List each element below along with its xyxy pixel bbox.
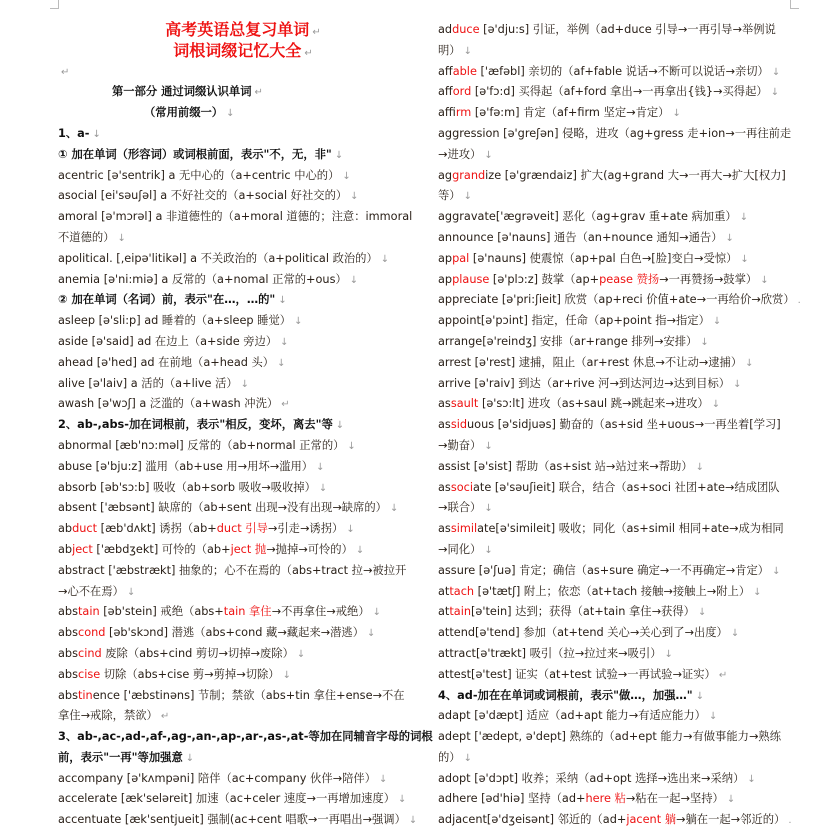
paragraph-mark-icon: ↓ (185, 752, 195, 764)
paragraph-mark-icon: ↓ (334, 149, 344, 161)
word-entry-line (58, 706, 428, 727)
highlighted-root: here 粘 (585, 792, 626, 806)
highlighted-root: grand (452, 168, 486, 182)
paragraph-mark-icon: ↓ (350, 191, 359, 203)
entry-text: 废除（abs+cind 剪切→切掉→废除） (101, 646, 294, 660)
entry-text: attend[ə'tend] 参加（at+tend 关心→关心到了→出度） (438, 626, 728, 640)
paragraph-mark-icon: . (788, 815, 792, 827)
paragraph-mark-icon: ↓ (296, 648, 306, 660)
entry-text: 第一部分 通过词缀认识单词 (112, 85, 252, 99)
entry-text: →心不在焉） (58, 584, 124, 598)
highlighted-root: tain (77, 605, 100, 619)
word-entry-line (438, 311, 808, 332)
paragraph-mark-icon: ↓ (739, 212, 749, 224)
word-entry-line (58, 582, 428, 603)
word-entry-line (438, 20, 808, 41)
paragraph-mark-icon: ↓ (760, 274, 769, 286)
highlighted-root: ject 抛 (230, 542, 267, 556)
entry-text: ['æfəbl] 亲切的（af+fable 说话→不断可以说话→亲切） (476, 64, 769, 78)
entry-text: ize [ə'grændaiz] 扩大(ag+grand 大→一再大→扩大[权力] (485, 168, 786, 182)
paragraph-mark-icon: ↓ (770, 87, 780, 99)
paragraph-mark-icon: ↓ (347, 440, 356, 452)
section-heading (58, 145, 428, 166)
entry-text: attest[ə'test] 证实（at+test 试验→一再试验→证实） (438, 667, 716, 681)
entry-text: absorb [əb'sɔ:b] 吸收（ab+sorb 吸收→吸收掉） (58, 480, 316, 494)
paragraph-mark-icon: ↓ (712, 316, 722, 328)
entry-text: ate [ə'səuʃieit] 联合，结合（as+soci 社团+ate→结成团队 (472, 480, 780, 494)
entry-text: arrest [ə'rest] 逮捕，阻止（ar+rest 休息→不让动→逮捕） (438, 355, 743, 369)
entry-text: ence ['æbstinəns] 节制；禁欲（abs+tin 拿住+ense→不在 (92, 688, 405, 702)
right-column (438, 20, 808, 831)
paragraph-mark-icon: ↓ (240, 378, 250, 390)
word-entry-line (58, 207, 428, 228)
entry-text: as (438, 397, 451, 411)
entry-text: at (438, 584, 450, 598)
paragraph-mark-icon: ↓ (745, 357, 754, 369)
entry-text: ad (438, 23, 453, 36)
word-entry-line (438, 62, 808, 83)
highlighted-root: soci (450, 480, 473, 494)
entry-text: →不再拿住→戒绝） (271, 605, 370, 619)
word-entry-line (438, 436, 808, 457)
word-entry-line (58, 457, 428, 478)
paragraph-mark-icon: ↓ (226, 108, 235, 120)
highlighted-root: pease 赞扬 (599, 272, 660, 286)
paragraph-mark-icon: ↓ (379, 773, 388, 785)
word-entry-line (438, 561, 808, 582)
paragraph-mark-icon: ↓ (398, 794, 407, 806)
word-entry-line (438, 540, 808, 561)
entry-text: af (438, 106, 456, 120)
paragraph-mark-icon: ↓ (753, 586, 762, 598)
word-entry-line (438, 602, 808, 623)
entry-text: asocial [ei'səuʃəl] a 不好社交的（a+social 好社交的） (58, 189, 348, 203)
entry-text: →同化） (438, 542, 482, 556)
section-heading (58, 103, 428, 124)
entry-text: [ə'nauns] 使震惊（ap+pal 白色→[脸]变白→受惊） (469, 251, 738, 265)
paragraph-mark-icon: ↓ (346, 524, 355, 536)
word-entry-line (58, 311, 428, 332)
entry-text: 拿住→戒除，禁欲） (58, 709, 158, 723)
paragraph-mark-icon: ↓ (664, 648, 673, 660)
word-entry-line (58, 769, 428, 790)
entry-text: →躺在一起→邻近的） (676, 813, 786, 827)
section-heading (58, 124, 428, 145)
word-entry-line (58, 436, 428, 457)
word-entry-line (438, 374, 808, 395)
entry-text: adjacent[ə'dʒeisənt] 邻近的（ad+ (438, 813, 627, 827)
entry-text: apolitical. [,eipə'litikəl] a 不关政治的（a+political 政治的） (58, 251, 378, 265)
word-entry-line (438, 249, 808, 270)
entry-text: 词根词缀记忆大全 (173, 40, 302, 60)
entry-text: ② 加在单词（名词）前，表示"在…，…的" (58, 293, 276, 307)
paragraph-mark-icon: ↵ (304, 47, 313, 59)
entry-text: abs (58, 626, 78, 640)
word-entry-line (438, 166, 808, 187)
entry-text: →粘在一起→坚持） (625, 792, 724, 806)
word-entry-line (58, 478, 428, 499)
entry-text: abs (58, 667, 78, 681)
entry-text: ap (438, 272, 453, 286)
entry-text: ap (438, 251, 453, 265)
paragraph-mark-icon: ↓ (730, 628, 740, 640)
paragraph-mark-icon: ↓ (725, 232, 734, 244)
word-entry-line (58, 186, 428, 207)
word-entry-line (58, 561, 428, 582)
entry-text: 不道德的） (58, 230, 115, 244)
document-title (58, 41, 428, 62)
entry-text: absent ['æbsənt] 缺席的（ab+sent 出现→没有出现→缺席的） (58, 501, 387, 515)
left-column (58, 20, 433, 831)
highlighted-root: duct (72, 522, 98, 536)
paragraph-mark-icon: ↓ (342, 170, 351, 182)
entry-text: aggression [ə'greʃən] 侵略，进攻（ag+gress 走+ion→一再往前走 (438, 126, 792, 140)
entry-text: 2、ab-,abs-加在词根前，表示"相反，变坏，离去"等 (58, 418, 333, 432)
word-entry-line (58, 270, 428, 291)
section-heading (58, 415, 428, 436)
paragraph-mark-icon: ↵ (312, 27, 321, 38)
paragraph-mark-icon: ↓ (700, 336, 709, 348)
word-entry-line (58, 665, 428, 686)
entry-text: →引走→诱拐） (267, 522, 344, 536)
page-corner-mark (790, 0, 799, 9)
word-entry-line (438, 665, 808, 686)
entry-text: 等） (438, 189, 461, 203)
entry-text: [ə'fɔ:d] 买得起（af+ford 拿出→一再拿出{钱}→买得起） (471, 85, 768, 99)
word-entry-line (438, 623, 808, 644)
entry-text: attract[ə'trækt] 吸引（拉→拉过来→吸引） (438, 646, 662, 660)
word-entry-line (58, 686, 428, 707)
entry-text: abstract ['æbstrækt] 抽象的；心不在焉的（abs+tract 拉→被拉开 (58, 563, 407, 577)
paragraph-mark-icon: ↓ (277, 357, 286, 369)
word-entry-line (58, 374, 428, 395)
entry-text: uous [ə'sidjuəs] 勤奋的（as+sid 坐+uous→一再坐着[学习] (467, 418, 781, 432)
word-entry-line (58, 332, 428, 353)
entry-text: amoral [ə'mɔrəl] a 非道德性的（a+moral 道德的；注意：immoral (58, 210, 413, 224)
entry-text: assure [ə'ʃuə] 肯定；确信（as+sure 确定→一不再确定→肯定） (438, 563, 770, 577)
word-entry-line (438, 789, 808, 810)
entry-text: [ə'sɔ:lt] 进攻（as+saul 跳→跳起来→进攻） (478, 397, 709, 411)
entry-text: abuse [ə'bju:z] 滥用（ab+use 用→用坏→滥用） (58, 459, 314, 473)
paragraph-mark-icon: ↓ (747, 773, 756, 785)
word-entry-line (438, 748, 808, 769)
word-entry-line (58, 519, 428, 540)
highlighted-root: firm (455, 106, 472, 120)
entry-text: [ə'fə:m] 肯定（af+firm 坚定→肯定） (471, 106, 670, 120)
paragraph-mark-icon: ↓ (711, 399, 721, 411)
word-entry-line (58, 602, 428, 623)
word-entry-line (58, 623, 428, 644)
section-heading (58, 290, 428, 311)
paragraph-mark-icon: ↓ (282, 669, 291, 681)
word-entry-line (438, 706, 808, 727)
word-entry-line (58, 394, 428, 415)
section-heading (58, 748, 428, 769)
word-entry-line (58, 166, 428, 187)
highlighted-root: simil (450, 522, 478, 536)
entry-text: aggravate['ægrəveit] 恶化（ag+grav 重+ate 病加重） (438, 210, 737, 224)
highlighted-root: sid (450, 418, 468, 432)
entry-text: adept ['ædept, ə'dept] 熟练的（ad+ept 能力→有做事能力→熟练 (438, 730, 782, 744)
entry-text: as (438, 522, 451, 536)
entry-text: （常用前缀一） (144, 106, 224, 120)
paragraph-mark-icon: ↓ (318, 482, 328, 494)
highlighted-root: plause (452, 272, 490, 286)
paragraph-mark-icon: ↓ (695, 690, 705, 702)
word-entry-line (58, 353, 428, 374)
paragraph-mark-icon: ↓ (484, 503, 493, 515)
entry-text: 切除（abs+cise 剪→剪掉→切除） (100, 667, 280, 681)
word-entry-line (438, 498, 808, 519)
paragraph-mark-icon: ↓ (772, 565, 781, 577)
paragraph-mark-icon: ↓ (484, 544, 493, 556)
highlighted-root: tin (77, 688, 93, 702)
paragraph-mark-icon: ↓ (335, 420, 345, 432)
entry-text: at (438, 605, 450, 619)
paragraph-mark-icon: ↵ (254, 87, 263, 99)
paragraph-mark-icon: ↓ (280, 336, 289, 348)
paragraph-mark-icon: ↓ (740, 253, 749, 265)
entry-text: af (438, 64, 453, 78)
highlighted-root: sault (450, 397, 479, 411)
entry-text: →进攻） (438, 147, 482, 161)
paragraph-mark-icon: ↓ (697, 607, 707, 619)
highlighted-root: duct 引导 (216, 522, 268, 536)
entry-text: →抛掉→可怜的） (266, 542, 353, 556)
document-title (58, 20, 428, 41)
entry-text: 前，表示"一再"等加强意 (58, 750, 183, 764)
entry-text: aside [ə'said] ad 在边上（a+side 旁边） (58, 334, 278, 348)
paragraph-mark-icon: ↓ (355, 544, 365, 556)
word-entry-line (438, 290, 808, 311)
paragraph-mark-icon: ↓ (733, 378, 742, 390)
entry-text: 3、ab-,ac-,ad-,af-,ag-,an-,ap-,ar-,as-,at-等加在同辅音字母的词根 (58, 730, 433, 744)
highlighted-root: tain 拿住 (223, 605, 272, 619)
entry-text: accelerate [æk'seləreit] 加速（ac+celer 速度→一再增加速度） (58, 792, 396, 806)
paragraph-mark-icon: ↓ (672, 108, 681, 120)
highlighted-root: cise (77, 667, 101, 681)
entry-text: →联合） (438, 501, 482, 515)
entry-text: anemia [ə'ni:miə] a 反常的（a+nomal 正常的+ous） (58, 272, 347, 286)
entry-text: asleep [ə'sli:p] ad 睡着的（a+sleep 睡觉） (58, 314, 292, 328)
entry-text: af (438, 85, 453, 99)
word-entry-line (438, 644, 808, 665)
entry-text: ab (58, 542, 73, 556)
word-entry-line (438, 457, 808, 478)
paragraph-mark-icon: ↓ (117, 232, 126, 244)
paragraph-mark-icon: ↓ (726, 794, 736, 806)
highlighted-root: cond (77, 626, 106, 640)
word-entry-line (58, 540, 428, 561)
entry-text: 高考英语总复习单词 (165, 20, 310, 39)
word-entry-line (438, 228, 808, 249)
word-entry-line (438, 103, 808, 124)
entry-text: →勤奋） (438, 438, 482, 452)
entry-text: as (438, 480, 451, 494)
paragraph-mark-icon: ↓ (372, 607, 382, 619)
entry-text: [ə'plɔ:z] 鼓掌（ap+ (489, 272, 600, 286)
entry-text: abs (58, 688, 78, 702)
entry-text: ab (58, 522, 73, 536)
entry-text: ate[ə'simileit] 吸收；同化（as+simil 相同+ate→成为相同 (477, 522, 784, 536)
entry-text: 的） (438, 750, 461, 764)
entry-text: ① 加在单词（形容词）或词根前面，表示"不，无，非" (58, 147, 332, 161)
entry-text: as (438, 418, 451, 432)
word-entry-line (438, 41, 808, 62)
paragraph-mark-icon: ↓ (389, 503, 399, 515)
entry-text: accompany [ə'kʌmpəni] 陪伴（ac+company 伙伴→陪伴） (58, 771, 377, 785)
word-entry-line (438, 145, 808, 166)
highlighted-root: tain (449, 605, 472, 619)
paragraph-mark-icon: ↓ (126, 586, 136, 598)
paragraph-mark-icon: ↓ (695, 461, 705, 473)
entry-text: ahead [ə'hed] ad 在前地（a+head 头） (58, 355, 275, 369)
word-entry-line (438, 186, 808, 207)
highlighted-root: fable (452, 64, 477, 78)
entry-text: ['æbdʒekt] 可怜的（ab+ (92, 542, 231, 556)
entry-text: arrange[ə'reindʒ] 安排（ar+range 排列→安排） (438, 334, 698, 348)
word-entry-line (438, 478, 808, 499)
entry-text: abs (58, 605, 78, 619)
entry-text: [əb'skɔnd] 潜逃（abs+cond 藏→藏起来→潜逃） (105, 626, 365, 640)
entry-text: [əb'stein] 戒绝（abs+ (99, 605, 224, 619)
word-entry-line (438, 82, 808, 103)
word-entry-line (58, 498, 428, 519)
entry-text: ag (438, 168, 453, 182)
section-heading (58, 82, 428, 103)
section-heading (438, 686, 808, 707)
entry-text: arrive [ə'raiv] 到达（ar+rive 河→到达河边→达到目标） (438, 376, 731, 390)
entry-text: [ə'tætʃ] 附上；依恋（at+tach 接触→接触上→附上） (474, 584, 751, 598)
word-entry-line (438, 519, 808, 540)
entry-text: announce [ə'nauns] 通告（an+nounce 通知→通告） (438, 230, 723, 244)
entry-text: abnormal [æb'nɔ:məl] 反常的（ab+normal 正常的） (58, 438, 345, 452)
paragraph-mark-icon: ↓ (316, 461, 325, 473)
paragraph-mark-icon: ↓ (708, 711, 718, 723)
paragraph-mark-icon: ↓ (367, 628, 376, 640)
highlighted-root: ford (452, 85, 472, 99)
word-entry-line (58, 249, 428, 270)
highlighted-root: ject (72, 542, 93, 556)
highlighted-root: cind (77, 646, 102, 660)
page-corner-mark (50, 0, 59, 9)
word-entry-line (58, 644, 428, 665)
word-entry-line (438, 582, 808, 603)
highlighted-root: tach (449, 584, 475, 598)
entry-text: adopt [ə'dɔpt] 收养；采纳（ad+opt 选择→选出来→采纳） (438, 771, 745, 785)
highlighted-root: pal (452, 251, 470, 265)
entry-text: 明） (438, 43, 461, 57)
paragraph-mark-icon: ↓ (92, 128, 101, 140)
entry-text: appoint[ə'pɔint] 指定，任命（ap+point 指→指定） (438, 314, 710, 328)
paragraph-mark-icon: ↓ (771, 66, 781, 78)
word-entry-line (438, 124, 808, 145)
entry-text: accentuate [æk'sentjueit] 强制(ac+cent 唱歌→一再唱出→强调） (58, 813, 406, 827)
entry-text: awash [ə'wɔʃ] a 泛滥的（a+wash 冲洗） (58, 397, 279, 411)
entry-text: →一再赞扬→鼓掌） (659, 272, 758, 286)
entry-text: abs (58, 646, 78, 660)
entry-text: acentric [ə'sentrik] a 无中心的（a+centric 中心的） (58, 168, 340, 182)
entry-text: alive [ə'laiv] a 活的（a+live 活） (58, 376, 238, 390)
word-entry-line (58, 62, 428, 83)
word-entry-line (438, 207, 808, 228)
paragraph-mark-icon: ↓ (463, 45, 472, 57)
word-entry-line (438, 415, 808, 436)
word-entry-line (438, 332, 808, 353)
paragraph-mark-icon: . (797, 295, 801, 307)
paragraph-mark-icon: ↓ (278, 295, 287, 307)
highlighted-root: jacent 躺 (626, 813, 677, 827)
paragraph-mark-icon: ↓ (408, 815, 418, 827)
entry-text: adapt [ə'dæpt] 适应（ad+apt 能力→有适应能力） (438, 709, 706, 723)
word-entry-line (438, 727, 808, 748)
word-entry-line (58, 789, 428, 810)
word-entry-line (438, 810, 808, 831)
entry-text: 4、ad-加在在单词或词根前，表示"做…，加强…" (438, 688, 693, 702)
word-entry-line (58, 228, 428, 249)
section-heading (58, 727, 433, 748)
entry-text: [æb'dʌkt] 诱拐（ab+ (97, 522, 217, 536)
paragraph-mark-icon: ↓ (294, 316, 303, 328)
paragraph-mark-icon: ↵ (61, 66, 70, 78)
word-entry-line (438, 394, 808, 415)
paragraph-mark-icon: ↵ (718, 669, 728, 681)
entry-text: adhere [əd'hiə] 坚持（ad+ (438, 792, 586, 806)
word-entry-line (58, 810, 428, 831)
paragraph-mark-icon: ↓ (484, 440, 493, 452)
paragraph-mark-icon: ↓ (484, 149, 493, 161)
paragraph-mark-icon: ↓ (380, 253, 390, 265)
paragraph-mark-icon: ↓ (463, 752, 472, 764)
entry-text: [ə'dju:s] 引证，举例（ad+duce 引导→一再引导→举例说 (479, 23, 776, 36)
paragraph-mark-icon: ↵ (160, 711, 170, 723)
word-entry-line (438, 353, 808, 374)
word-entry-line (438, 769, 808, 790)
entry-text: appreciate [ə'pri:ʃieit] 欣赏（ap+reci 价值+ate→一再给价→欣赏） (438, 293, 795, 307)
entry-text: 1、a- (58, 126, 90, 140)
paragraph-mark-icon: ↵ (281, 399, 290, 411)
highlighted-root: duce (452, 23, 480, 36)
word-entry-line (438, 270, 808, 291)
paragraph-mark-icon: ↓ (349, 274, 359, 286)
entry-text: assist [ə'sist] 帮助（as+sist 站→站过来→帮助） (438, 459, 693, 473)
paragraph-mark-icon: ↓ (463, 191, 472, 203)
entry-text: [ə'tein] 达到；获得（at+tain 拿住→获得） (471, 605, 695, 619)
